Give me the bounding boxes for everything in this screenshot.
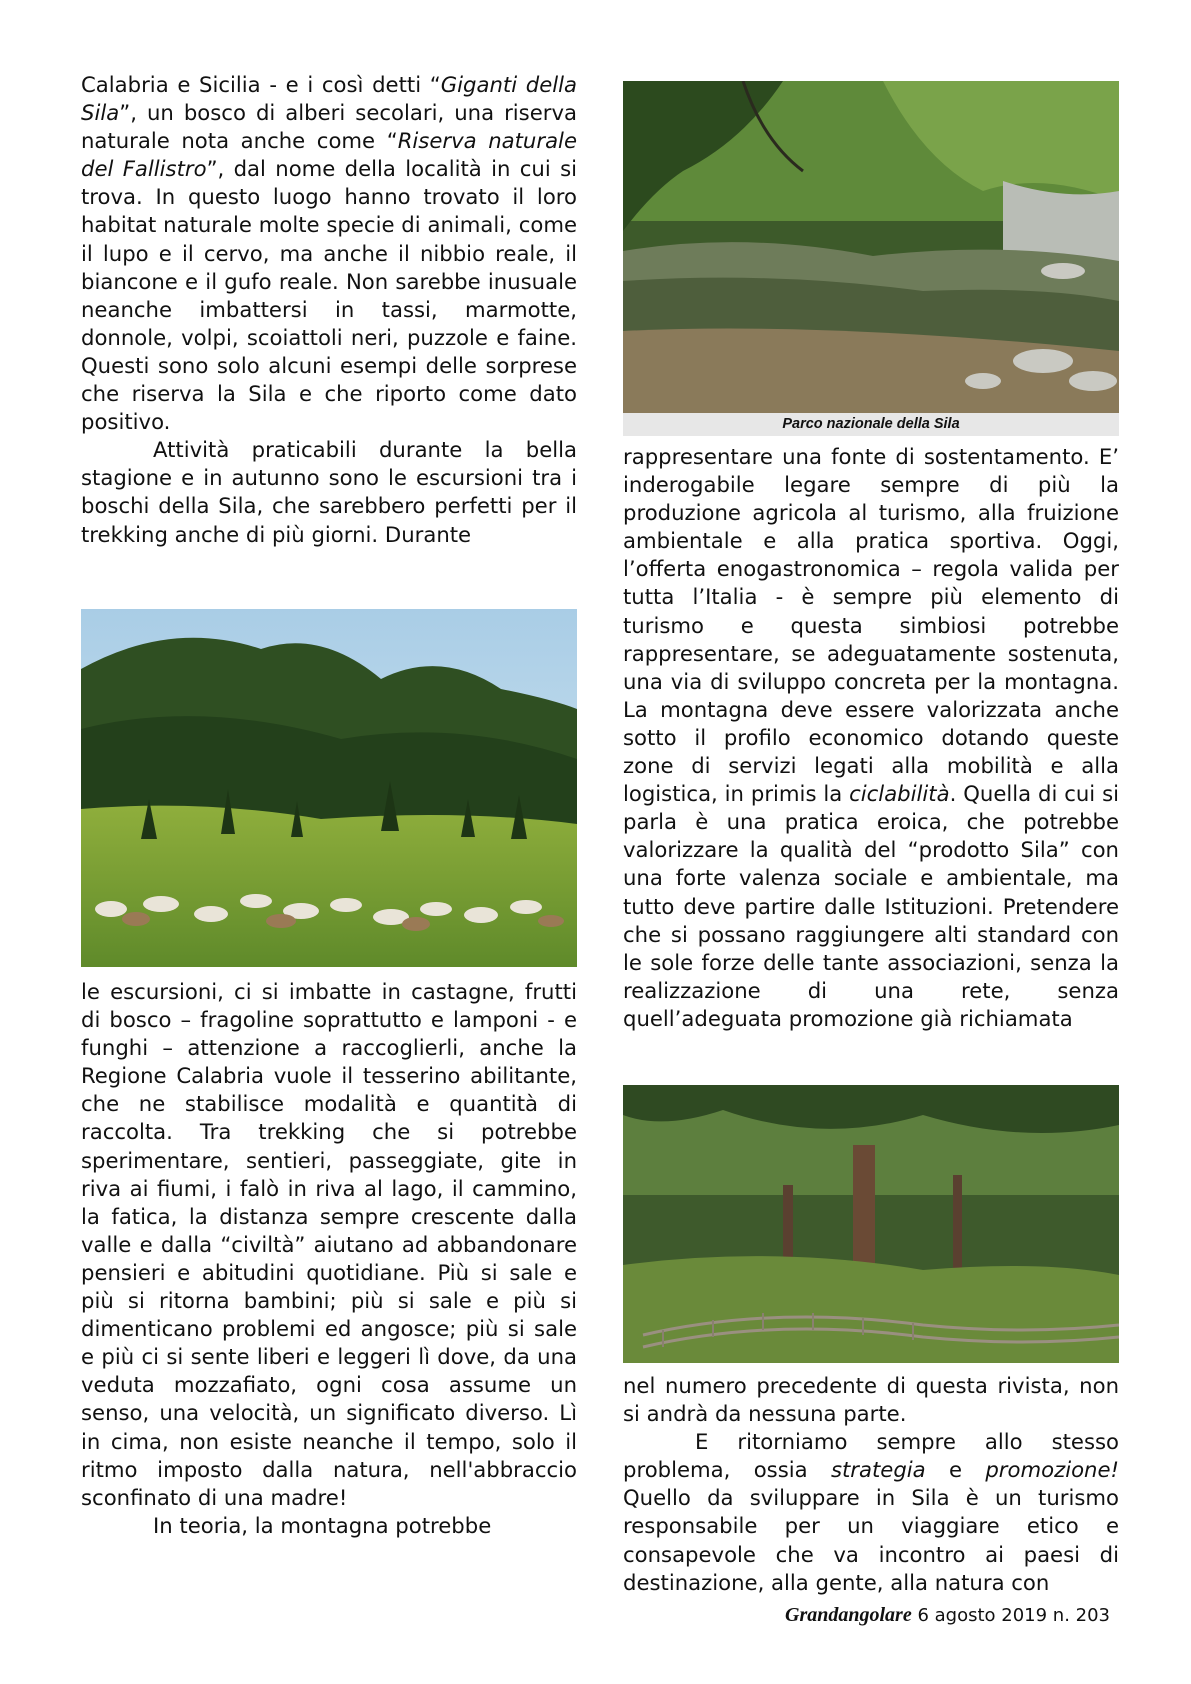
photo-river-sila bbox=[623, 81, 1119, 413]
paragraph: Attività praticabili durante la bella stagione e in autunno sono le escursioni tra i boschi della Sila, che sarebbero perfetti per il trekking anche di più giorni. Durante bbox=[81, 437, 577, 547]
right-column-bottom bbox=[623, 1372, 1119, 1597]
paragraph: rappresentare una fonte di sostentamento. E’ inderogabile legare sempre di più la produzione agricola al turismo, alla fruizione ambientale e alla pratica sportiva. Oggi, l’offerta enogastronomica – regola valida per tutta l’Italia - è sempre più elemento di turismo e questa simbiosi potrebbe rappresentare, se adeguatamente sostenuta, una via di sviluppo concreta per la montagna. La montagna deve essere valorizzata anche sotto il profilo economico dotando queste zone di servizi legati alla mobilità e alla logistica, in primis la ciclabilità. Quella di cui si parla è una pratica eroica, che potrebbe valorizzare la qualità del “prodotto Sila” con una forte valenza sociale e ambientale, ma tutto deve partire dalle Istituzioni. Pretendere che si possano raggiungere alti standard con le sole forze delle tante associazioni, senza la realizzazione di una rete, senza quell’adeguata promozione già richiamata bbox=[623, 444, 1119, 1031]
paragraph: nel numero precedente di questa rivista, non si andrà da nessuna parte. bbox=[623, 1373, 1119, 1427]
photo-cattle-meadow bbox=[81, 609, 577, 967]
page-footer bbox=[785, 1604, 1110, 1627]
paragraph: le escursioni, ci si imbatte in castagne, frutti di bosco – fragoline soprattutto e lamponi - e funghi – attenzione a raccoglierli, anche la Regione Calabria vuole il tesserino abilitante, che ne stabilisce modalità e quantità di raccolta. Tra trekking che si potrebbe sperimentare, sentieri, passeggiate, gite in riva ai fiumi, i falò in riva al lago, il cammino, la fatica, la distanza sempre crescente dalla valle e dalla “civiltà” aiutano ad abbandonare pensieri e abitudini quotidiane. Più si sale e più si ritorna bambini; più si sale e più si dimenticano problemi ed angosce; più si sale e più ci si sente liberi e leggeri lì dove, da una veduta mozzafiato, ogni cosa assume un senso, una velocità, un significato diverso. Lì in cima, non esiste neanche il tempo, solo il ritmo imposto dalla natura, nell'abbraccio sconfinato di una madre! bbox=[81, 979, 577, 1510]
right-column-top bbox=[623, 443, 1119, 1033]
paragraph: In teoria, la montagna potrebbe bbox=[153, 1512, 492, 1538]
left-column-top bbox=[81, 71, 577, 549]
paragraph: E ritorniamo sempre allo stesso problema, ossia strategia e promozione! Quello da sviluppare in Sila è un turismo responsabile per un viaggiare etico e consapevole che va incontro ai paesi di destinazione, alla gente, alla natura con bbox=[623, 1429, 1119, 1595]
photo-pine-forest-boardwalk bbox=[623, 1085, 1119, 1363]
issue-info: 6 agosto 2019 n. 203 bbox=[917, 1605, 1110, 1626]
left-column-bottom bbox=[81, 978, 577, 1540]
photo-caption: Parco nazionale della Sila bbox=[623, 413, 1119, 436]
paragraph: Calabria e Sicilia - e i così detti “Giganti della Sila”, un bosco di alberi secolari, una riserva naturale nota anche come “Riserva naturale del Fallistro”, dal nome della località in cui si trova. In questo luogo hanno trovato il loro habitat naturale molte specie di animali, come il lupo e il cervo, ma anche il nibbio reale, il biancone e il gufo reale. Non sarebbe inusuale neanche imbattersi in tassi, marmotte, donnole, volpi, scoiattoli neri, puzzole e faine. Questi sono solo alcuni esempi delle sorprese che riserva la Sila e che riporto come dato positivo. bbox=[81, 72, 577, 435]
magazine-name: Grandangolare bbox=[785, 1604, 912, 1626]
